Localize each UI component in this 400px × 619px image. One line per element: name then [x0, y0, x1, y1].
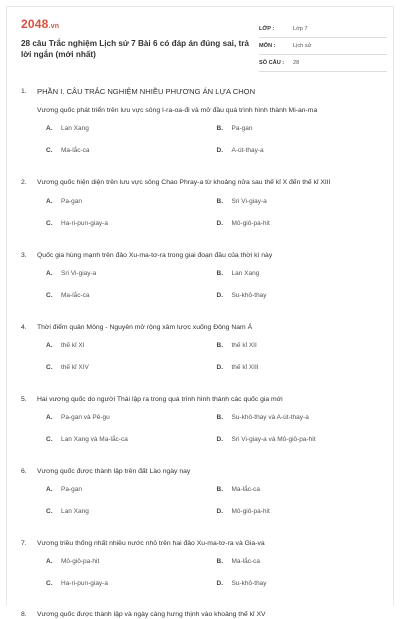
question-number: 2. — [21, 179, 27, 187]
question-list — [21, 87, 387, 619]
option-text: Mô-giô-pa-hit — [61, 558, 100, 566]
section-title: PHẦN I. CÂU TRẮC NGHIỆM NHIỀU PHƯƠNG ÁN LỰA CHỌN — [37, 87, 256, 96]
answer-option[interactable] — [217, 436, 388, 443]
answer-options — [21, 486, 387, 530]
answer-options — [21, 270, 387, 314]
question-number: 6. — [21, 468, 27, 476]
question-text: Vương quốc hiện diện trên lưu vực sông Chao Phray-a từ khoảng nửa sau thế kỉ X đến thế kỉ XIII — [37, 179, 331, 187]
section-block — [21, 87, 387, 169]
option-text: Ma-lắc-ca — [231, 486, 261, 494]
option-letter: D. — [216, 147, 223, 155]
answer-option[interactable] — [46, 342, 217, 349]
option-letter: C. — [46, 580, 53, 588]
option-text: thế kỉ XIV — [61, 363, 89, 371]
meta-value: 28 — [293, 60, 300, 66]
option-text: Sri Vi-giay-a — [61, 269, 97, 277]
answer-option[interactable] — [217, 270, 388, 277]
meta-row — [259, 21, 387, 38]
meta-key: SỐ CÂU : — [259, 60, 285, 66]
question-text: Quốc gia hùng mạnh trên đảo Xu-ma-tơ-ra trong giai đoạn đầu của thời kì này — [37, 251, 273, 259]
option-text: thế kỉ XII — [231, 341, 257, 349]
question — [21, 251, 387, 314]
question — [21, 467, 387, 530]
question-number: 4. — [21, 323, 27, 331]
option-letter: B. — [216, 125, 223, 133]
option-letter: A. — [46, 486, 53, 494]
option-letter: D. — [216, 508, 223, 516]
option-letter: C. — [46, 436, 53, 444]
option-text: Lan Xang và Ma-lắc-ca — [61, 436, 128, 444]
meta-value: Lớp 7 — [293, 26, 308, 32]
question-text: Thời điểm quân Mông - Nguyên mở rộng xâm lược xuống Đông Nam Á — [37, 323, 253, 331]
option-text: Lan Xang — [231, 269, 260, 277]
answer-option[interactable] — [46, 292, 217, 299]
option-letter: B. — [216, 486, 223, 494]
answer-option[interactable] — [217, 508, 388, 515]
answer-option[interactable] — [46, 558, 217, 565]
answer-option[interactable] — [46, 125, 217, 132]
option-letter: D. — [216, 219, 223, 227]
document-title: 28 câu Trắc nghiệm Lịch sử 7 Bài 6 có đáp án đúng sai, trả lời ngắn (mới nhất) — [21, 39, 249, 59]
option-text: Pa-gan — [61, 197, 82, 205]
option-text: A-út-thay-a — [231, 147, 264, 155]
option-letter: D. — [216, 436, 223, 444]
meta-value: Lịch sử — [293, 43, 312, 49]
option-text: Ha-ri-pun-giay-a — [61, 580, 108, 588]
question-text: Vương quốc được thành lập trên đất Lào ngày nay — [37, 468, 191, 476]
answer-option[interactable] — [46, 364, 217, 371]
option-letter: C. — [46, 508, 53, 516]
question-number: 5. — [21, 395, 27, 403]
answer-option[interactable] — [46, 198, 217, 205]
answer-option[interactable] — [217, 558, 388, 565]
option-text: Sri Vi-giay-a và Mô-giô-pa-hit — [231, 436, 316, 444]
option-letter: A. — [46, 341, 53, 349]
option-letter: C. — [46, 219, 53, 227]
answer-option[interactable] — [46, 508, 217, 515]
document-header — [15, 13, 387, 69]
section-number: 1. — [21, 88, 27, 95]
answer-option[interactable] — [217, 342, 388, 349]
meta-key: LỚP : — [259, 26, 275, 32]
answer-options — [21, 342, 387, 386]
question-number: 8. — [21, 611, 27, 619]
option-text: Pa-gan — [231, 125, 253, 133]
option-letter: A. — [46, 197, 53, 205]
answer-option[interactable] — [217, 414, 388, 421]
option-letter: A. — [46, 269, 53, 277]
answer-option[interactable] — [217, 220, 388, 227]
option-text: Ma-lắc-ca — [231, 558, 261, 566]
answer-option[interactable] — [217, 364, 388, 371]
option-letter: C. — [46, 363, 53, 371]
question — [21, 178, 387, 241]
meta-row — [259, 38, 387, 55]
option-letter: D. — [216, 291, 223, 299]
option-letter: B. — [216, 197, 223, 205]
option-text: Mô-giô-pa-hit — [231, 508, 270, 516]
answer-option[interactable] — [217, 292, 388, 299]
answer-option[interactable] — [46, 147, 217, 154]
option-letter: D. — [216, 363, 223, 371]
site-logo[interactable] — [21, 17, 59, 31]
question-text: Vương triều thống nhất nhiều nước nhỏ trên hai đảo Xu-ma-tơ-ra và Gia-va — [37, 540, 265, 548]
question-number: 3. — [21, 251, 27, 259]
answer-option[interactable] — [46, 580, 217, 587]
question — [21, 539, 387, 602]
option-text: Pa-gan và Pê-gu — [61, 414, 110, 422]
answer-option[interactable] — [217, 147, 388, 154]
answer-option[interactable] — [217, 198, 388, 205]
question-text: Vương quốc phát triển trên lưu vực sông I-ra-oa-đi và mở đầu quá trình hình thành Mi-an-ma — [37, 107, 318, 115]
option-letter: B. — [216, 341, 223, 349]
option-letter: D. — [216, 580, 223, 588]
answer-option[interactable] — [217, 580, 388, 587]
option-text: Pa-gan — [61, 486, 82, 494]
answer-option[interactable] — [46, 436, 217, 443]
option-text: thế kỉ XIII — [231, 363, 259, 371]
option-letter: A. — [46, 558, 53, 566]
option-text: Lan Xang — [61, 125, 89, 133]
option-letter: B. — [216, 269, 223, 277]
question — [21, 395, 387, 458]
answer-options — [21, 125, 387, 169]
answer-option[interactable] — [217, 486, 388, 493]
meta-key: MÔN : — [259, 43, 276, 49]
option-text: Ma-lắc-ca — [61, 291, 90, 299]
document-page — [6, 6, 394, 619]
option-text: Sri Vi-giay-a — [231, 197, 267, 205]
question — [21, 323, 387, 386]
answer-options — [21, 558, 387, 602]
option-text: Mô-giô-pa-hit — [231, 219, 270, 227]
answer-options — [21, 414, 387, 458]
answer-option[interactable] — [46, 486, 217, 493]
option-text: Su-khô-thay và A-út-thay-a — [231, 414, 309, 422]
question-text: Vương quốc được thành lập và ngày càng hưng thịnh vào khoảng thế kỉ XV — [37, 611, 266, 619]
option-letter: C. — [46, 147, 53, 155]
option-letter: B. — [216, 558, 223, 566]
option-text: Su-khô-thay — [231, 580, 267, 588]
answer-option[interactable] — [217, 125, 388, 132]
option-letter: A. — [46, 414, 53, 422]
option-text: Ma-lắc-ca — [61, 147, 90, 155]
logo-text: 2048 — [21, 17, 49, 31]
question-text: Hai vương quốc do người Thái lập ra trong quá trình hình thành các quốc gia mới — [37, 395, 283, 403]
option-text: Su-khô-thay — [231, 291, 267, 299]
option-letter: B. — [216, 414, 223, 422]
answer-options — [21, 198, 387, 242]
logo-suffix: .vn — [48, 23, 60, 30]
option-text: Ha-ri-pun-giay-a — [61, 219, 108, 227]
question-partial — [21, 611, 387, 619]
question-number: 7. — [21, 540, 27, 548]
option-letter: A. — [46, 125, 53, 133]
answer-option[interactable] — [46, 414, 217, 421]
answer-option[interactable] — [46, 270, 217, 277]
meta-row — [259, 55, 387, 72]
option-letter: C. — [46, 291, 53, 299]
option-text: thế kỉ XI — [61, 341, 85, 349]
document-meta — [259, 21, 387, 72]
answer-option[interactable] — [46, 220, 217, 227]
option-text: Lan Xang — [61, 508, 89, 516]
